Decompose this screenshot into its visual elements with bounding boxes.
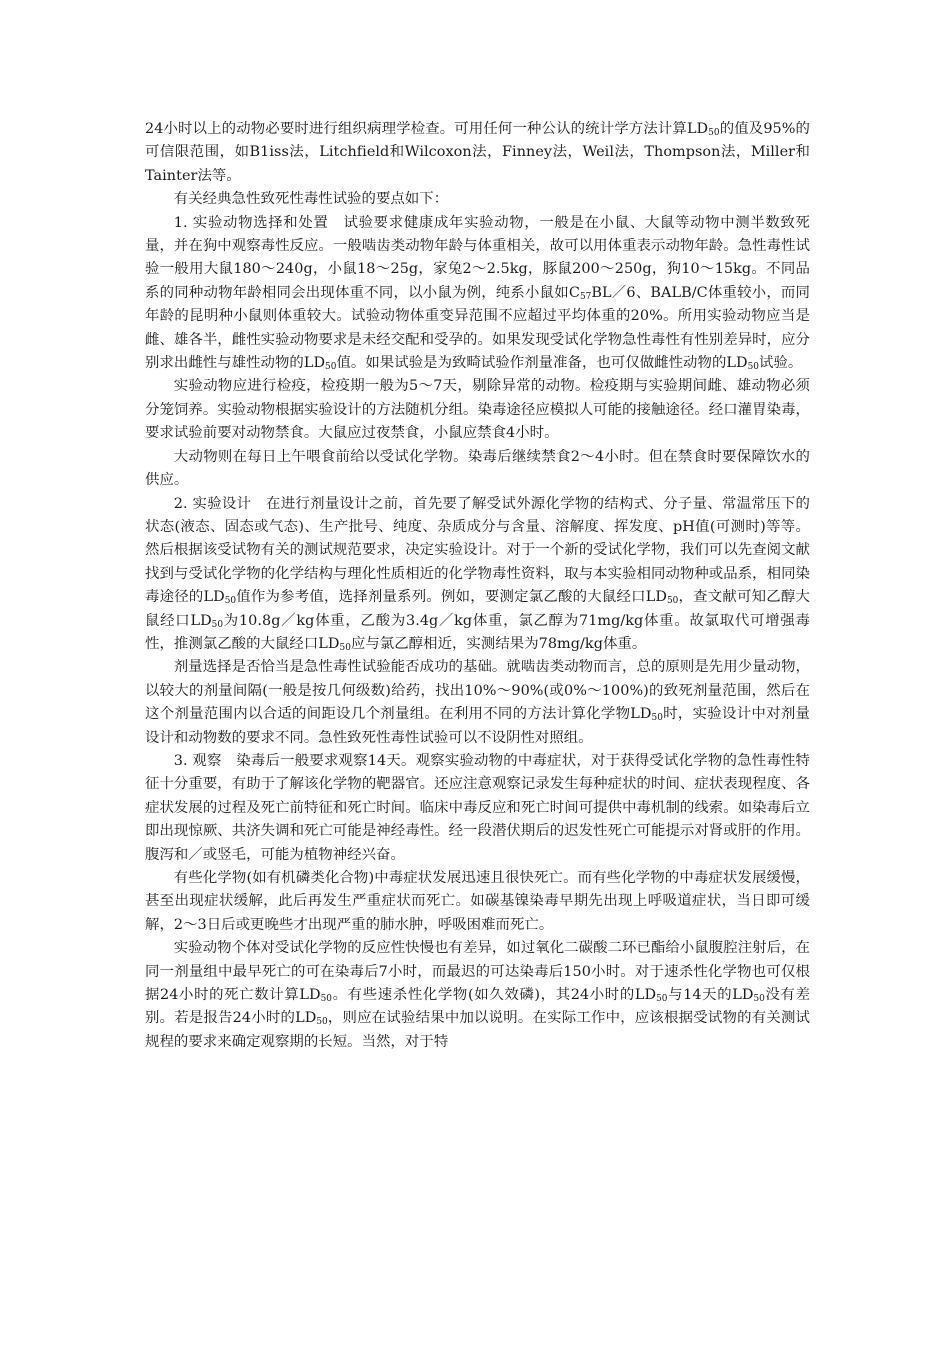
paragraph-8: 3. 观察 染毒后一般要求观察14天。观察实验动物的中毒症状，对于获得受试化学物的急性毒性特征十分重要，有助于了解该化学物的靶器官。还应注意观察记录发生每种症状的时间、症状表现程度、各症状发展的过程及死亡前特征和死亡时间。临床中毒反应和死亡时间可提供中毒机制的线索。如染毒后立即出现惊厥、共济失调和死亡可能是神经毒性。经一段潜伏期后的迟发性死亡可能提示对肾或肝的作用。腹泻和／或竖毛，可能为植物神经兴奋。	[145, 752, 810, 863]
paragraph-9: 有些化学物(如有机磷类化合物)中毒症状发展迅速且很快死亡。而有些化学物的中毒症状发展缓慢，甚至出现症状缓解，此后再发生严重症状而死亡。如碳基镍染毒早期先出现上呼吸道症状，当日即可缓解，2～3日后或更晚些才出现严重的肺水肿，呼吸困难而死亡。	[145, 870, 810, 933]
paragraph-5: 大动物则在每日上午喂食前给以受试化学物。染毒后继续禁食2～4小时。但在禁食时要保障饮水的供应。	[145, 448, 810, 489]
paragraph-3: 1. 实验动物选择和处置 试验要求健康成年实验动物，一般是在小鼠、大鼠等动物中测半数致死量，并在狗中观察毒性反应。一般啮齿类动物年龄与体重相关，故可以用体重表示动物年龄。急性毒性试验一般用大鼠180～240g，小鼠18～25g，家兔2～2.5kg，豚鼠200～250g，狗10～15kg。不同品系的同种动物年龄相同会出现体重不同，以小鼠为例，纯系小鼠如$C_{57}BL/6$、BALB/C体重较小，而同年龄的昆明种小鼠则体重较大。试验动物体重变异范围不应超过平均体重的20%。所用实验动物应当是雌、雄各半，雌性实验动物要求是未经交配和受孕的。如果发现受试化学物急性毒性有性别差异时，应分别求出雌性与雄性动物的$LD_{50}$值。如果试验是为致畸试验作剂量准备，也可仅做雌性动物的$LD_{50}$试验。	[145, 214, 810, 373]
paragraph-4: 实验动物应进行检疫，检疫期一般为5～7天，剔除异常的动物。检疫期与实验期间雌、雄动物必须分笼饲养。实验动物根据实验设计的方法随机分组。染毒途径应模拟人可能的接触途径。经口灌胃染毒，要求试验前要对动物禁食。大鼠应过夜禁食，小鼠应禁食4小时。	[145, 378, 810, 442]
paragraph-6: 2. 实验设计 在进行剂量设计之前，首先要了解受试外源化学物的结构式、分子量、常温常压下的状态(液态、固态或气态)、生产批号、纯度、杂质成分与含量、溶解度、挥发度、pH值(可测时)等等。然后根据该受试物有关的测试规范要求，决定实验设计。对于一个新的受试化学物，我们可以先查阅文献找到与受试化学物的化学结构与理化性质相近的化学物毒性资料，取与本实验相同动物种或品系，相同染毒途径的$LD_{50}$值作为参考值，选择剂量系列。例如，要测定氯乙酸的大鼠经口$LD_{50}$，查文献可知乙醇大鼠经口$LD_{50}$为10.8g／kg体重，乙酸为3.4g／kg体重，氯乙醇为71mg/kg体重。故氯取代可增强毒性，推测氯乙酸的大鼠经口$LD_{50}$应与氯乙醇相近，实测结果为78mg/kg体重。	[145, 495, 810, 654]
paragraph-7: 剂量选择是否恰当是急性毒性试验能否成功的基础。就啮齿类动物而言，总的原则是先用少量动物，以较大的剂量间隔(一般是按几何级数)给药，找出10%～90%(或0%～100%)的致死剂量范围，然后在这个剂量范围内以合适的间距设几个剂量组。在利用不同的方法计算化学物$LD_{50}$时，实验设计中对剂量设计和动物数的要求不同。急性致死性毒性试验可以不设阴性对照组。	[145, 659, 810, 746]
document-body	[145, 118, 810, 1054]
paragraph-10: 实验动物个体对受试化学物的反应性快慢也有差异，如过氧化二碳酸二环已酯给小鼠腹腔注射后，在同一剂量组中最早死亡的可在染毒后7小时，而最迟的可达染毒后150小时。对于速杀性化学物也可仅根据24小时的死亡数计算$LD_{50}$。有些速杀性化学物(如久效磷)，其24小时的$LD_{50}$与14天的$LD_{50}$没有差别。若是报告24小时的$LD_{50}$，则应在试验结果中加以说明。在实际工作中，应该根据受试物的有关测试规程的要求来确定观察期的长短。当然，对于特	[145, 940, 811, 1050]
paragraph-1: 24小时以上的动物必要时进行组织病理学检查。可用任何一种公认的统计学方法计算$LD_{50}$的值及95%的可信限范围，如B1iss法，Litchfield和Wilcoxon法，Finney法，Weil法，Thompson法，Miller和Tainter法等。	[145, 121, 810, 184]
paragraph-2: 有关经典急性致死性毒性试验的要点如下：	[173, 191, 449, 208]
